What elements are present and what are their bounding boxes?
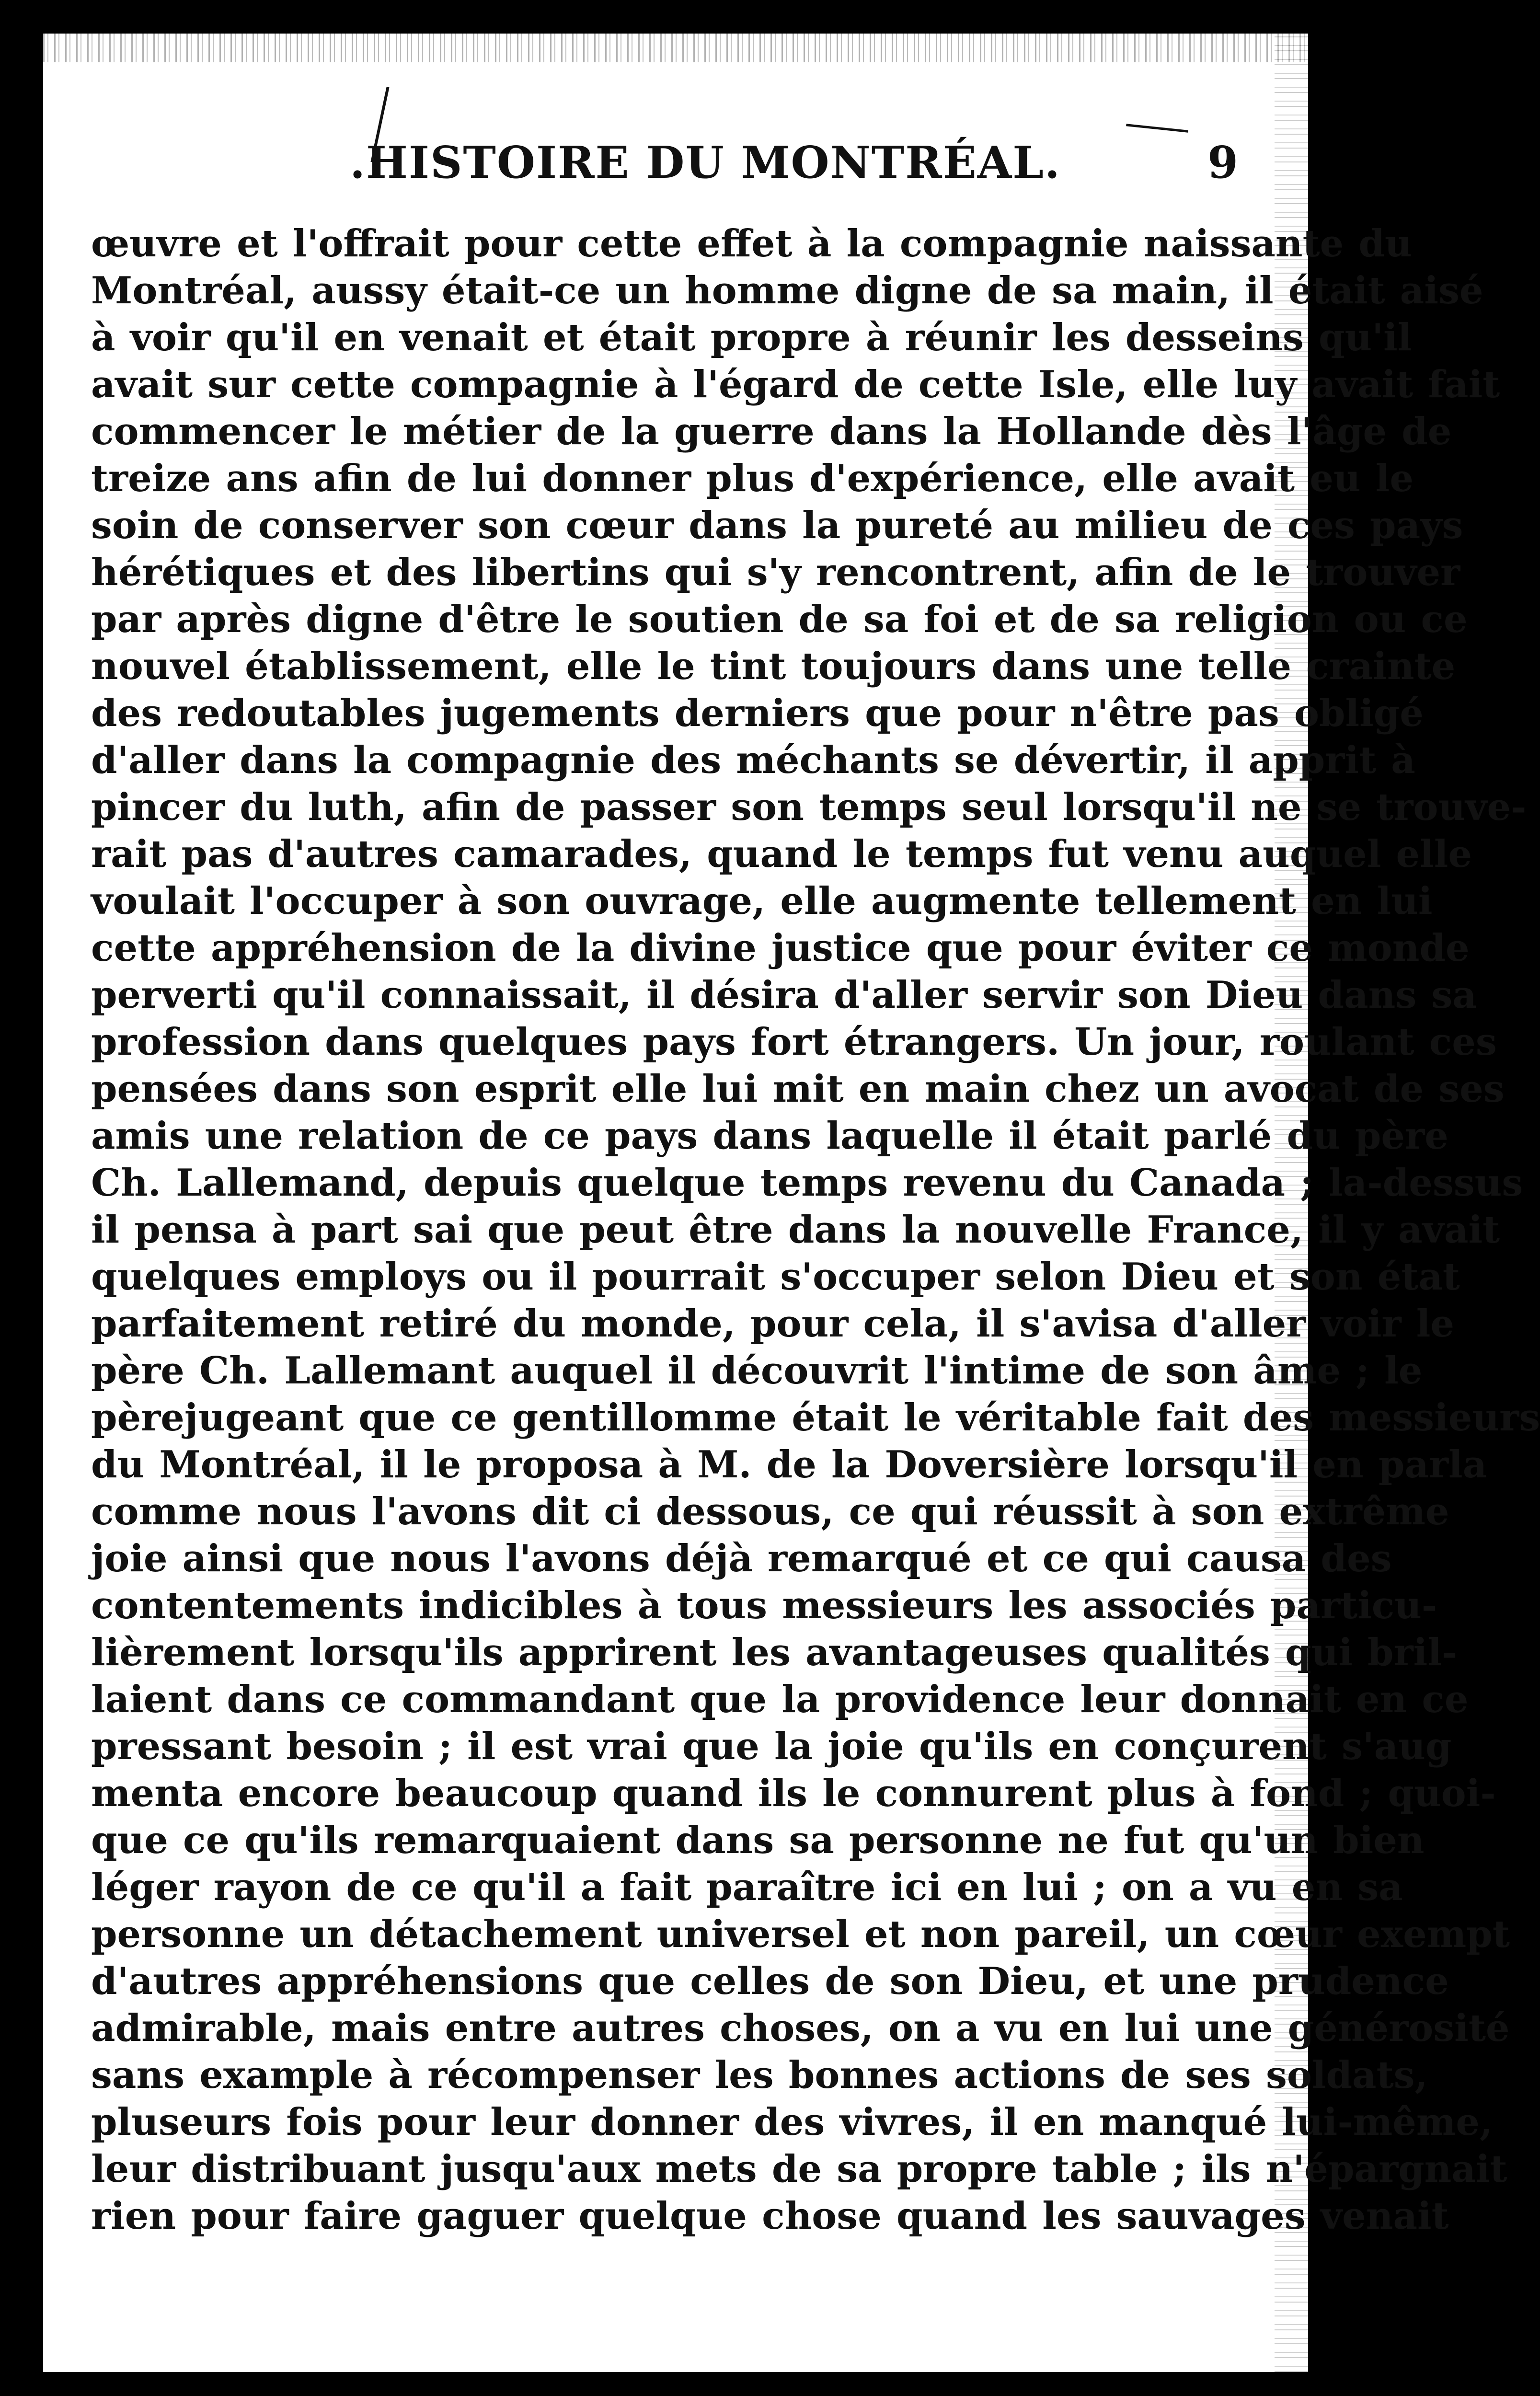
text-line: à voir qu'il en venait et était propre à réunir les desseins qu'il: [91, 316, 1412, 359]
text-line: nouvel établissement, elle le tint toujours dans une telle crainte: [91, 645, 1456, 688]
running-title: .HISTOIRE DU MONTRÉAL.: [350, 137, 1061, 188]
text-line: personne un détachement universel et non pareil, un cœur exempt: [91, 1912, 1510, 1956]
text-line: amis une relation de ce pays dans laquelle il était parlé du père: [91, 1114, 1448, 1158]
text-line: il pensa à part sai que peut être dans la nouvelle France, il y avait: [91, 1208, 1500, 1252]
text-line: que ce qu'ils remarquaient dans sa personne ne fut qu'un bien: [91, 1819, 1425, 1862]
text-line: treize ans afin de lui donner plus d'expérience, elle avait eu le: [91, 457, 1414, 500]
text-line: du Montréal, il le proposa à M. de la Doversière lorsqu'il en parla: [91, 1443, 1487, 1486]
text-line: rait pas d'autres camarades, quand le temps fut venu auquel elle: [91, 832, 1472, 876]
text-line: cette appréhension de la divine justice que pour éviter ce monde: [91, 926, 1470, 970]
scanned-page: [43, 34, 1540, 2372]
text-line: d'autres appréhensions que celles de son Dieu, et une prudence: [91, 1959, 1449, 2003]
text-line: hérétiques et des libertins qui s'y rencontrent, afin de le trouver: [91, 551, 1460, 594]
text-line: quelques employs ou il pourrait s'occuper selon Dieu et son état: [91, 1255, 1460, 1299]
page-header: [43, 137, 1308, 199]
text-line: pèrejugeant que ce gentillomme était le véritable fait des messieurs: [91, 1396, 1540, 1440]
text-line: laient dans ce commandant que la providence leur donnait en ce: [91, 1678, 1469, 1721]
text-line: pluseurs fois pour leur donner des vivres, il en manqué lui-même,: [91, 2100, 1493, 2144]
text-line: leur distribuant jusqu'aux mets de sa propre table ; ils n'épargnait: [91, 2147, 1507, 2191]
text-line: voulait l'occuper à son ouvrage, elle augmente tellement en lui: [91, 879, 1433, 923]
text-line: menta encore beaucoup quand ils le connurent plus à fond ; quoi-: [91, 1772, 1496, 1815]
text-line: comme nous l'avons dit ci dessous, ce qui réussit à son extrême: [91, 1490, 1449, 1533]
text-line: léger rayon de ce qu'il a fait paraître ici en lui ; on a vu en sa: [91, 1866, 1403, 1909]
text-line: des redoutables jugements derniers que pour n'être pas obligé: [91, 691, 1424, 735]
text-line: Montréal, aussy était-ce un homme digne de sa main, il était aisé: [91, 269, 1483, 312]
text-line: parfaitement retiré du monde, pour cela, il s'avisa d'aller voir le: [91, 1302, 1455, 1346]
text-line: admirable, mais entre autres choses, on a vu en lui une générosité: [91, 2006, 1510, 2050]
text-line: sans example à récompenser les bonnes actions de ses soldats,: [91, 2053, 1428, 2097]
text-line: œuvre et l'offrait pour cette effet à la compagnie naissante du: [91, 222, 1412, 265]
text-line: contentements indicibles à tous messieurs les associés particu-: [91, 1584, 1437, 1627]
text-line: Ch. Lallemand, depuis quelque temps revenu du Canada ; la-dessus: [91, 1161, 1523, 1205]
text-line: perverti qu'il connaissait, il désira d'aller servir son Dieu dans sa: [91, 973, 1477, 1017]
text-line: avait sur cette compagnie à l'égard de cette Isle, elle luy avait fait: [91, 363, 1500, 406]
body-text: [91, 220, 1540, 2240]
text-line: profession dans quelques pays fort étrangers. Un jour, roulant ces: [91, 1020, 1497, 1064]
text-line: pincer du luth, afin de passer son temps seul lorsqu'il ne se trouve-: [91, 785, 1527, 829]
text-line: lièrement lorsqu'ils apprirent les avantageuses qualités qui bril-: [91, 1631, 1458, 1674]
text-line: rien pour faire gaguer quelque chose quand les sauvages venait: [91, 2194, 1449, 2238]
text-line: père Ch. Lallemant auquel il découvrit l'intime de son âme ; le: [91, 1349, 1423, 1393]
text-line: d'aller dans la compagnie des méchants se dévertir, il apprit à: [91, 738, 1415, 782]
text-line: joie ainsi que nous l'avons déjà remarqué et ce qui causa des: [91, 1537, 1392, 1580]
scan-noise-top: [43, 34, 1308, 62]
text-line: commencer le métier de la guerre dans la Hollande dès l'âge de: [91, 410, 1452, 453]
page-number: 9: [1207, 137, 1239, 188]
text-line: pensées dans son esprit elle lui mit en main chez un avocat de ses: [91, 1067, 1505, 1111]
text-line: soin de conserver son cœur dans la pureté au milieu de ces pays: [91, 504, 1463, 547]
text-line: pressant besoin ; il est vrai que la joie qu'ils en conçurent s'aug: [91, 1725, 1452, 1768]
text-line: par après digne d'être le soutien de sa foi et de sa religion ou ce: [91, 598, 1468, 641]
scan-mark-dash: [1126, 124, 1188, 133]
